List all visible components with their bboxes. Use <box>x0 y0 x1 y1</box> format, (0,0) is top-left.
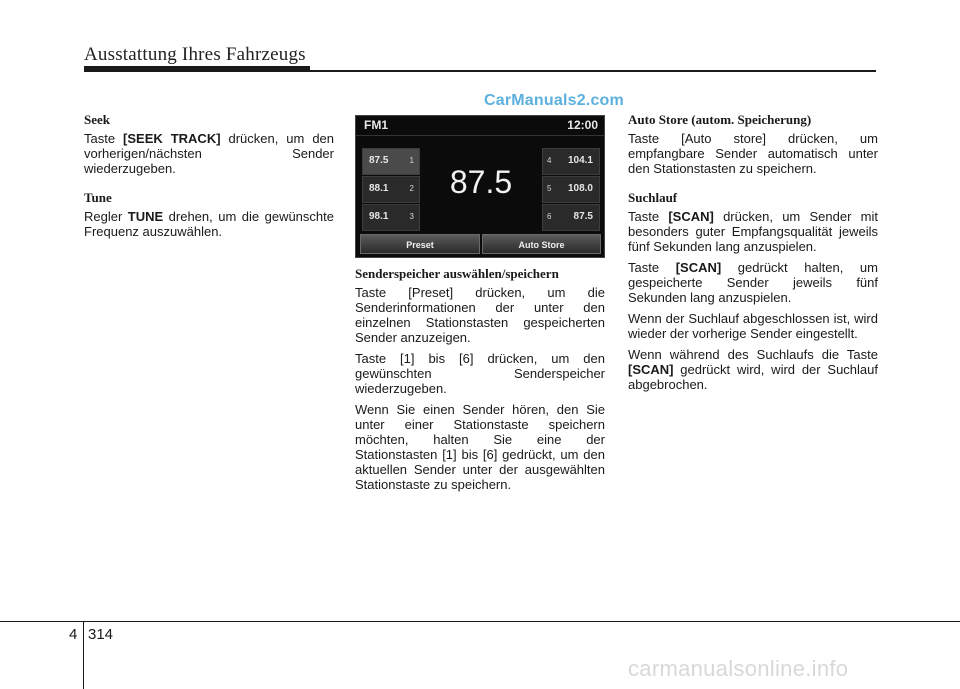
tune-text-post: drehen, um die gewünschte Frequenz auszuwählen. <box>84 209 334 239</box>
scan-paragraph-2 <box>628 260 878 305</box>
footer-divider <box>83 621 84 689</box>
preset-frequency: 88.1 <box>369 183 389 194</box>
preset-number: 3 <box>409 212 414 221</box>
preset-number: 1 <box>409 156 414 165</box>
preset-frequency: 108.0 <box>567 183 593 194</box>
preset-frequency: 104.1 <box>567 155 593 166</box>
header-rule <box>84 70 876 72</box>
preset-button-3[interactable] <box>362 204 420 231</box>
radio-top-divider <box>356 135 604 136</box>
preset-button-5[interactable] <box>542 176 600 203</box>
scan-p4-post: gedrückt wird, wird der Suchlauf abgebrochen. <box>628 362 878 392</box>
preset-number: 5 <box>547 184 552 193</box>
radio-screen <box>355 115 605 258</box>
footer-rule <box>0 621 960 622</box>
preset-button-4[interactable] <box>542 148 600 175</box>
autostore-heading: Auto Store (autom. Speicherung) <box>628 112 812 127</box>
preset-button-6[interactable] <box>542 204 600 231</box>
scan-paragraph-1 <box>628 209 878 254</box>
page-header-title: Ausstattung Ihres Fahrzeugs <box>84 44 306 65</box>
radio-band-label: FM1 <box>364 118 388 132</box>
watermark-top: CarManuals2.com <box>484 92 624 109</box>
preset-paragraph-2: Taste [1] bis [6] drücken, um den gewünschten Senderspeicher wiederzugeben. <box>355 351 605 396</box>
chapter-number: 4 <box>69 626 78 643</box>
seek-key: [SEEK TRACK] <box>123 131 221 146</box>
scan-heading: Suchlauf <box>628 190 678 205</box>
column-2 <box>355 266 605 498</box>
seek-text <box>84 131 334 176</box>
scan-p1-post: drücken, um Sender mit besonders guter Empfangsqualität jeweils fünf Sekunden lang anzuspielen. <box>628 209 878 254</box>
current-frequency: 87.5 <box>449 164 513 200</box>
radio-clock: 12:00 <box>567 118 598 132</box>
column-1 <box>84 112 334 245</box>
preset-frequency: 98.1 <box>369 211 389 222</box>
preset-button[interactable]: Preset <box>360 234 480 254</box>
preset-paragraph-3: Wenn Sie einen Sender hören, den Sie unter einer Stationstaste speichern möchten, halten Sie eine der Stationstasten [1] bis [6] gedrückt, um den aktuellen Sender unter der ausgewählten Stationstaste zu speichern. <box>355 402 605 492</box>
scan-paragraph-4 <box>628 347 878 392</box>
preset-frequency: 87.5 <box>369 155 389 166</box>
tune-text <box>84 209 334 239</box>
seek-heading: Seek <box>84 112 110 127</box>
scan-p2-post: gedrückt halten, um gespeicherte Sender jeweils fünf Sekunden lang anzuspielen. <box>628 260 878 305</box>
auto-store-button[interactable]: Auto Store <box>482 234 601 254</box>
preset-number: 6 <box>547 212 552 221</box>
preset-section-heading: Senderspeicher auswählen/speichern <box>355 266 559 281</box>
tune-heading: Tune <box>84 190 112 205</box>
scan-p2-pre: Taste <box>628 260 676 275</box>
scan-key: [SCAN] <box>628 362 674 377</box>
watermark-bottom: carmanualsonline.info <box>628 656 849 681</box>
scan-paragraph-3: Wenn der Suchlauf abgeschlossen ist, wird wieder der vorherige Sender eingestellt. <box>628 311 878 341</box>
seek-text-pre: Taste <box>84 131 124 146</box>
column-3 <box>628 112 878 398</box>
autostore-text: Taste [Auto store] drücken, um empfangbare Sender automatisch unter den Stationstasten zu speichern. <box>628 131 878 176</box>
tune-key: TUNE <box>127 209 164 224</box>
tune-text-pre: Regler <box>84 209 128 224</box>
preset-frequency: 87.5 <box>573 211 593 222</box>
scan-key: [SCAN] <box>668 209 714 224</box>
preset-button-1[interactable] <box>362 148 420 175</box>
scan-key: [SCAN] <box>675 260 722 275</box>
preset-number: 2 <box>409 184 414 193</box>
scan-p4-pre: Wenn während des Suchlaufs die Taste <box>628 347 878 362</box>
scan-p1-pre: Taste <box>628 209 669 224</box>
preset-paragraph-1: Taste [Preset] drücken, um die Senderinformationen der unter den einzelnen Stationstasten gespeicherten Sender anzuzeigen. <box>355 285 605 345</box>
preset-button-2[interactable] <box>362 176 420 203</box>
page-number: 314 <box>88 626 114 643</box>
preset-number: 4 <box>547 156 552 165</box>
seek-text-post: drücken, um den vorherigen/nächsten Sender wiederzugeben. <box>84 131 335 176</box>
